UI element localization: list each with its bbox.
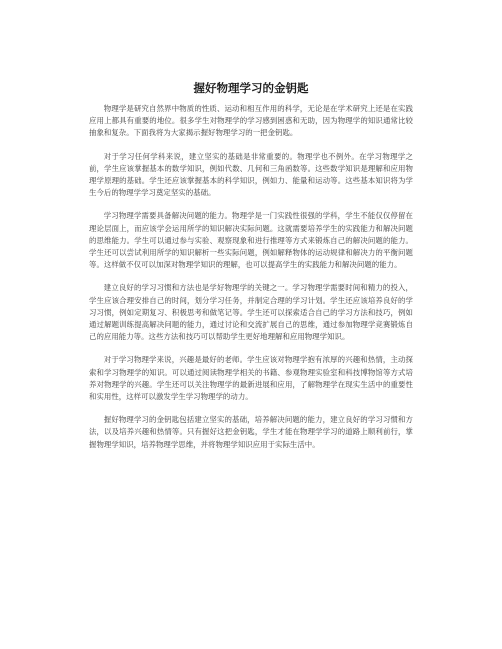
paragraph-problem-solving: 学习物理学需要具备解决问题的能力。物理学是一门实践性很强的学科，学生不能仅仅停留在理论层面上，而应该学会运用所学的知识解决实际问题。这就需要培养学生的实践能力和解决问题的思维能力。学生可以通过参与实验、观察现象和进行推理等方式来锻炼自己的解决问题的能力。学生还可以尝试利用所学的知识解析一些实际问题，例如解释物体的运动规律和解决力的平衡问题等。这样做不仅可以加深对物理学知识的理解，也可以提高学生的实践能力和解决问题的能力。: [89, 211, 413, 270]
paragraph-study-habits: 建立良好的学习习惯和方法也是学好物理学的关键之一。学习物理学需要时间和精力的投入，学生应该合理安排自己的时间，划分学习任务，并制定合理的学习计划。学生还应该培养良好的学习习惯，例如定期复习、积极思考和做笔记等。学生还可以探索适合自己的学习方法和技巧，例如通过解题训练提高解决问题的能力，通过讨论和交流扩展自己的思维，通过参加物理学竞赛锻炼自己的应用能力等。这些方法和技巧可以帮助学生更好地理解和应用物理学知识。: [89, 283, 413, 342]
document-body: [89, 103, 413, 462]
document-title: 握好物理学习的金钥匙: [193, 81, 309, 95]
paragraph-intro: 物理学是研究自然界中物质的性质、运动和相互作用的科学，无论是在学术研究上还是在实践应用上都具有重要的地位。很多学生对物理学的学习感到困惑和无助，因为物理学的知识通常比较抽象和复杂。下面我将为大家揭示握好物理学习的一把金钥匙。: [89, 104, 413, 138]
paragraph-foundation: 对于学习任何学科来说，建立坚实的基础是非常重要的。物理学也不例外。在学习物理学之前，学生应该掌握基本的数学知识，例如代数、几何和三角函数等。这些数学知识是理解和应用物理学原理的基础。学生还应该掌握基本的科学知识，例如力、能量和运动等。这些基本知识将为学生今后的物理学学习奠定坚实的基础。: [89, 151, 413, 198]
paragraph-interest: 对于学习物理学来说，兴趣是最好的老师。学生应该对物理学抱有浓厚的兴趣和热情，主动探索和学习物理学的知识。可以通过阅读物理学相关的书籍、参观物理实验室和科技博物馆等方式培养对物理学的兴趣。学生还可以关注物理学的最新进展和应用，了解物理学在现实生活中的重要性和实用性，这样可以激发学生学习物理学的动力。: [89, 355, 413, 402]
paragraph-conclusion: 握好物理学习的金钥匙包括建立坚实的基础，培养解决问题的能力，建立良好的学习习惯和方法，以及培养兴趣和热情等。只有握好这把金钥匙，学生才能在物理学学习的道路上顺利前行，掌握物理学知识，培养物理学思维，并将物理学知识应用于实际生活中。: [89, 415, 413, 449]
